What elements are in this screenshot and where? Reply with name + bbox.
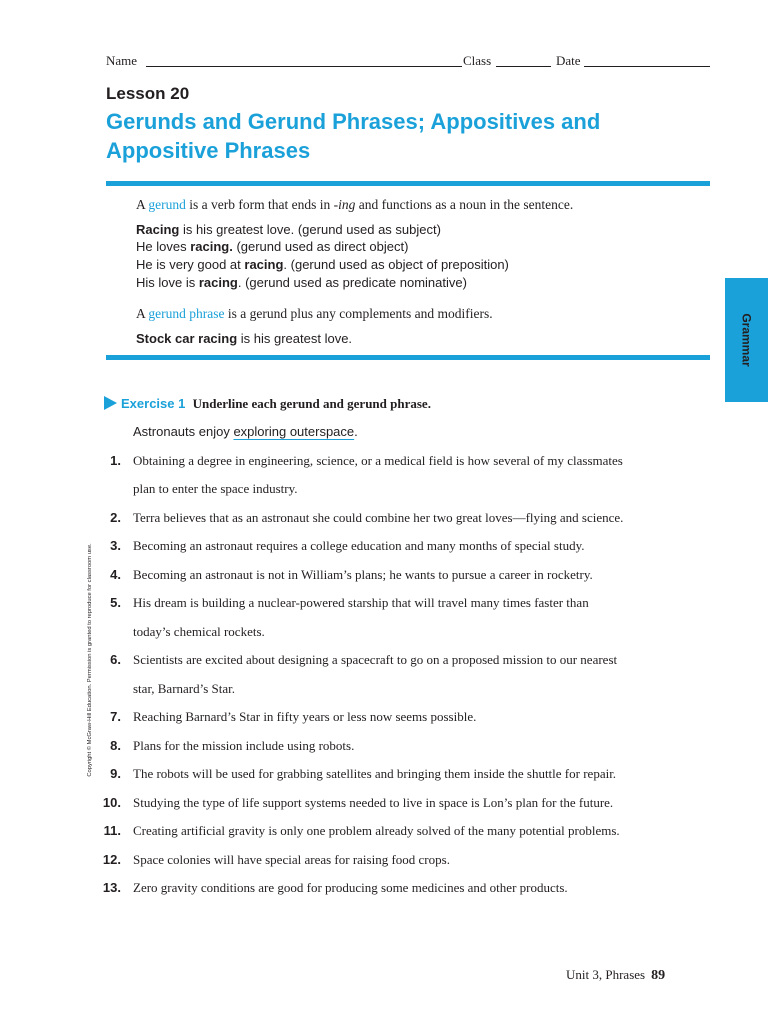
page-footer — [566, 967, 665, 984]
exercise-item-6: 6. Scientists are excited about designing a spacecraft to go on a proposed mission to our nearest — [110, 652, 618, 667]
student-info-header — [106, 53, 710, 71]
exercise-item-7: 7. Reaching Barnard’s Star in fifty years or less now seems possible. — [110, 709, 477, 724]
exercise-item-6-cont: star, Barnard’s Star. — [133, 681, 236, 696]
top-divider — [106, 181, 710, 186]
name-label: Name — [106, 53, 138, 68]
exercise-item-11: 11. Creating artificial gravity is only one problem already solved of the many potential problems. — [103, 823, 620, 838]
exercise-item-5-cont: today’s chemical rockets. — [133, 624, 265, 639]
gerund-phrase-example: Stock car racing is his greatest love. — [136, 331, 353, 346]
model-sentence: Astronauts enjoy exploring outerspace. — [133, 424, 358, 439]
unit-label: Unit 3, Phrases — [566, 967, 646, 982]
lesson-number: Lesson 20 — [106, 84, 190, 103]
example-object-of-preposition: He is very good at racing. (gerund used as object of preposition) — [136, 257, 509, 272]
gerund-phrase-term: gerund phrase — [148, 306, 225, 321]
exercise-item-13: 13. Zero gravity conditions are good for producing some medicines and other products. — [102, 880, 568, 895]
name-field[interactable] — [146, 66, 462, 67]
gerund-term: gerund — [148, 197, 186, 212]
grammar-side-tab-label: Grammar — [739, 313, 754, 367]
exercise-label: Exercise 1 — [121, 396, 186, 411]
exercise-item-12: 12. Space colonies will have special areas for raising food crops. — [102, 852, 450, 867]
exercise-item-1-cont: plan to enter the space industry. — [133, 481, 298, 496]
example-subject: Racing is his greatest love. (gerund used as subject) — [136, 222, 441, 237]
date-label: Date — [556, 53, 581, 68]
play-arrow-icon — [104, 396, 117, 410]
gerund-definition: A gerund is a verb form that ends in -ing and functions as a noun in the sentence. — [136, 197, 574, 212]
exercise-header — [104, 396, 431, 412]
model-underlined-phrase: exploring outerspace — [233, 424, 355, 439]
gerund-phrase-definition: A gerund phrase is a gerund plus any complements and modifiers. — [136, 306, 493, 321]
example-predicate-nominative: His love is racing. (gerund used as predicate nominative) — [136, 275, 467, 290]
exercise-item-1: 1. Obtaining a degree in engineering, science, or a medical field is how several of my classmates — [110, 453, 623, 468]
bottom-divider — [106, 355, 710, 360]
exercise-item-10: 10. Studying the type of life support systems needed to live in space is Lon’s plan for the future. — [102, 795, 614, 810]
date-field[interactable] — [584, 66, 710, 67]
exercise-item-9: 9. The robots will be used for grabbing satellites and bringing them inside the shuttle for repair. — [110, 766, 617, 781]
page-number: 89 — [651, 968, 666, 983]
lesson-title: Gerunds and Gerund Phrases; Appositives and Appositive Phrases — [106, 109, 601, 163]
exercise-item-3: 3. Becoming an astronaut requires a college education and many months of special study. — [110, 538, 585, 553]
exercise-item-4: 4. Becoming an astronaut is not in William’s plans; he wants to pursue a career in rocketry. — [110, 567, 593, 582]
class-field[interactable] — [496, 66, 551, 67]
exercise-item-8: 8. Plans for the mission include using robots. — [110, 738, 355, 753]
class-label: Class — [463, 53, 492, 68]
exercise-instruction: Underline each gerund and gerund phrase. — [192, 396, 431, 411]
example-direct-object: He loves racing. (gerund used as direct object) — [136, 239, 409, 254]
exercise-item-2: 2. Terra believes that as an astronaut she could combine her two great loves—flying and science. — [110, 510, 624, 525]
exercise-item-5: 5. His dream is building a nuclear-powered starship that will travel many times faster than — [110, 595, 589, 610]
